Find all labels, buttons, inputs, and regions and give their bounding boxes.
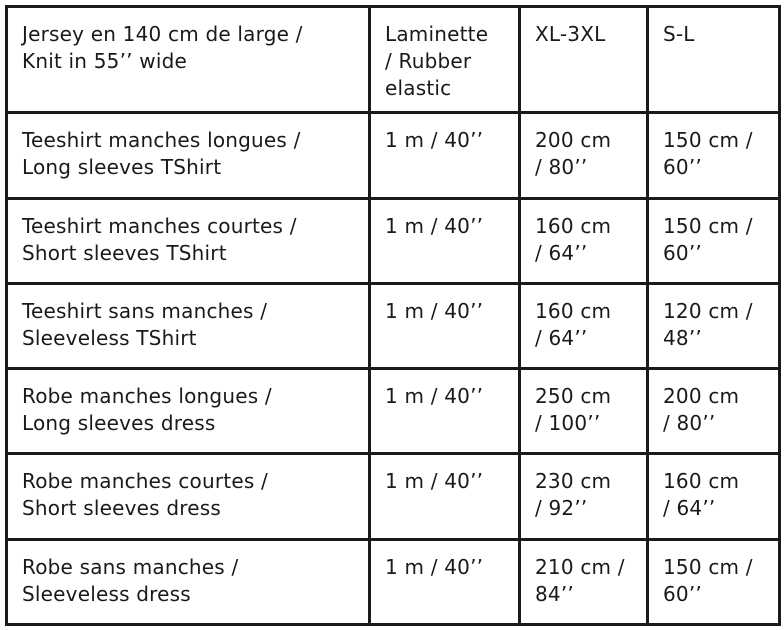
xl-3xl-cell: 230 cm / 92’’	[520, 454, 648, 539]
header-size-s-l: S-L	[648, 7, 780, 113]
xl-3xl-cell: 160 cm / 64’’	[520, 283, 648, 368]
header-elastic: Laminette / Rubber elastic	[370, 7, 520, 113]
xl-3xl-cell: 250 cm / 100’’	[520, 369, 648, 454]
elastic-cell: 1 m / 40’’	[370, 283, 520, 368]
garment-cell: Teeshirt manches courtes / Short sleeves TShirt	[7, 198, 370, 283]
table-row	[7, 454, 780, 539]
s-l-cell: 150 cm / 60’’	[648, 539, 780, 624]
table-row	[7, 369, 780, 454]
s-l-cell: 160 cm / 64’’	[648, 454, 780, 539]
table-row	[7, 198, 780, 283]
garment-cell: Teeshirt sans manches / Sleeveless TShirt	[7, 283, 370, 368]
header-row	[7, 7, 780, 113]
garment-cell: Teeshirt manches longues / Long sleeves TShirt	[7, 113, 370, 198]
xl-3xl-cell: 200 cm / 80’’	[520, 113, 648, 198]
garment-cell: Robe manches longues / Long sleeves dress	[7, 369, 370, 454]
elastic-cell: 1 m / 40’’	[370, 198, 520, 283]
elastic-cell: 1 m / 40’’	[370, 369, 520, 454]
s-l-cell: 150 cm / 60’’	[648, 198, 780, 283]
table-row	[7, 113, 780, 198]
header-fabric: Jersey en 140 cm de large / Knit in 55’’ wide	[7, 7, 370, 113]
s-l-cell: 150 cm / 60’’	[648, 113, 780, 198]
xl-3xl-cell: 210 cm / 84’’	[520, 539, 648, 624]
table-row	[7, 539, 780, 624]
elastic-cell: 1 m / 40’’	[370, 113, 520, 198]
fabric-requirements-table	[5, 5, 781, 626]
s-l-cell: 120 cm / 48’’	[648, 283, 780, 368]
s-l-cell: 200 cm / 80’’	[648, 369, 780, 454]
header-size-xl-3xl: XL-3XL	[520, 7, 648, 113]
table-row	[7, 283, 780, 368]
elastic-cell: 1 m / 40’’	[370, 539, 520, 624]
xl-3xl-cell: 160 cm / 64’’	[520, 198, 648, 283]
garment-cell: Robe sans manches / Sleeveless dress	[7, 539, 370, 624]
elastic-cell: 1 m / 40’’	[370, 454, 520, 539]
garment-cell: Robe manches courtes / Short sleeves dress	[7, 454, 370, 539]
